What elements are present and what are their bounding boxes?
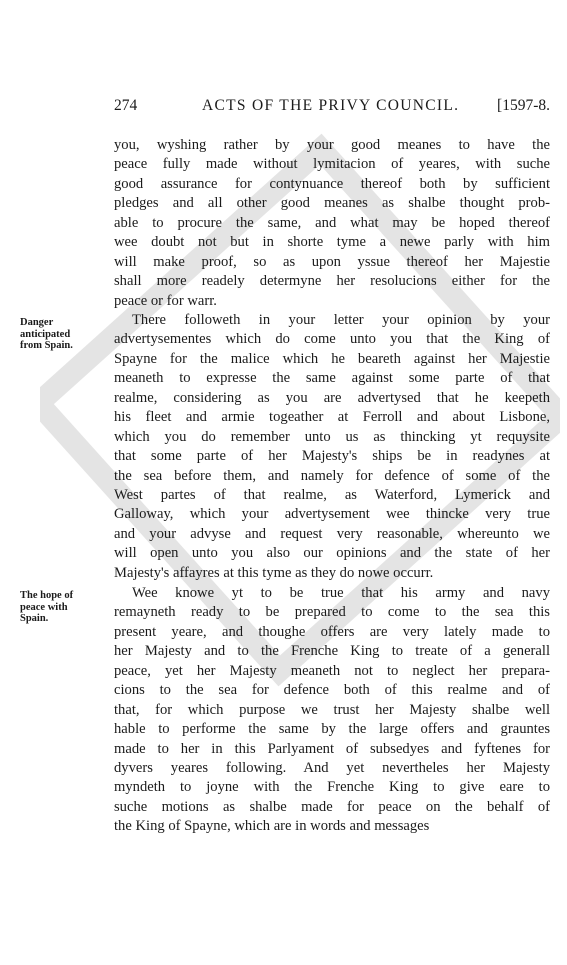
paragraph [114,584,550,837]
text-line: There followeth in your letter your opinion by your [132,312,550,328]
text-line: realme, considering as you are advertysed that he keepeth [114,389,550,406]
text-line: Spayne for the malice which he beareth against her Majestie [114,350,550,367]
text-line: meaneth to expresse the same against some parte of that [114,370,550,387]
text-line: which you do remember unto us as thincking yt requysite [114,428,550,445]
side-note [20,590,112,625]
text-line: pledges and all other good meanes as shalbe thought prob- [114,195,550,212]
text-line: peace, yet her Majesty meaneth not to neglect her prepara- [114,662,550,679]
text-line: you, wyshing rather by your good meanes to have the [114,137,550,153]
text-line: his fleet and armie togeather at Ferroll and about Lisbone, [114,409,550,426]
text-line: wee doubt not but in shorte tyme a newe parly with him [114,234,550,251]
text-line: shall more readely determyne her resolucions either for the [114,273,550,290]
text-line: advertysementes which do come unto you that the King of [114,331,550,348]
text-line: and your advyse and request very reasonable, whereunto we [114,525,550,542]
running-year: [1597-8. [497,97,550,114]
side-note-line: from Spain. [20,340,73,351]
side-note-line: Danger [20,317,54,328]
text-line: West partes of that realme, as Waterford, Lymerick and [114,486,550,503]
page-number: 274 [114,97,138,114]
text-line: present yeare, and thoughe offers are very lately made to [114,623,550,640]
text-line: remayneth ready to be prepared to come to the sea this [114,604,550,621]
running-title: ACTS OF THE PRIVY COUNCIL. [202,97,460,114]
text-line: good assurance for contynuance thereof both by sufficient [114,175,550,192]
text-line: suche motions as shalbe made for peace on the behalf of [114,798,550,815]
text-line: the sea before them, and namely for defence of some of the [114,467,550,484]
text-line: Galloway, which your advertysement wee thincke very true [114,506,550,523]
text-line: dyvers yeares following. And yet nevertheles her Majesty [114,759,550,776]
text-line: Wee knowe yt to be true that his army and navy [132,585,550,601]
text-line: able to procure the same, and what may be hoped thereof [114,214,550,231]
side-note-line: The hope of [20,590,74,601]
text-line: will make proof, so as upon yssue thereof her Majestie [114,253,550,270]
text-line: will open unto you also our opinions and the state of her [114,545,550,562]
text-line: hable to performe the same by the large offers and grauntes [114,721,550,738]
paragraph [114,136,550,311]
text-line: the King of Spayne, which are in words and messages [114,818,430,835]
text-line: peace or for warr. [114,292,217,309]
text-line: Majesty's affayres at this tyme as they do nowe occurr. [114,564,434,581]
text-line: peace fully made without lymitacion of yeares, with suche [114,156,550,173]
side-note-line: anticipated [20,328,71,340]
side-note-line: peace with [20,601,68,613]
text-line: made to her in this Parlyament of subsedyes and fyftenes for [114,740,550,757]
text-line: that some parte of her Majesty's ships be in readynes at [114,448,550,465]
text-line: her Majesty and to the Frenche King to treate of a generall [114,643,550,660]
text-line: that, for which purpose we trust her Majesty shalbe well [114,701,550,718]
text-line: cions to the sea for defence both of this realme and of [114,682,550,699]
text-line: myndeth to joyne with the Frenche King to give eare to [114,779,550,796]
page-header [114,97,550,119]
side-note [20,317,112,352]
side-note-line: Spain. [20,613,49,624]
paragraph [114,311,550,583]
